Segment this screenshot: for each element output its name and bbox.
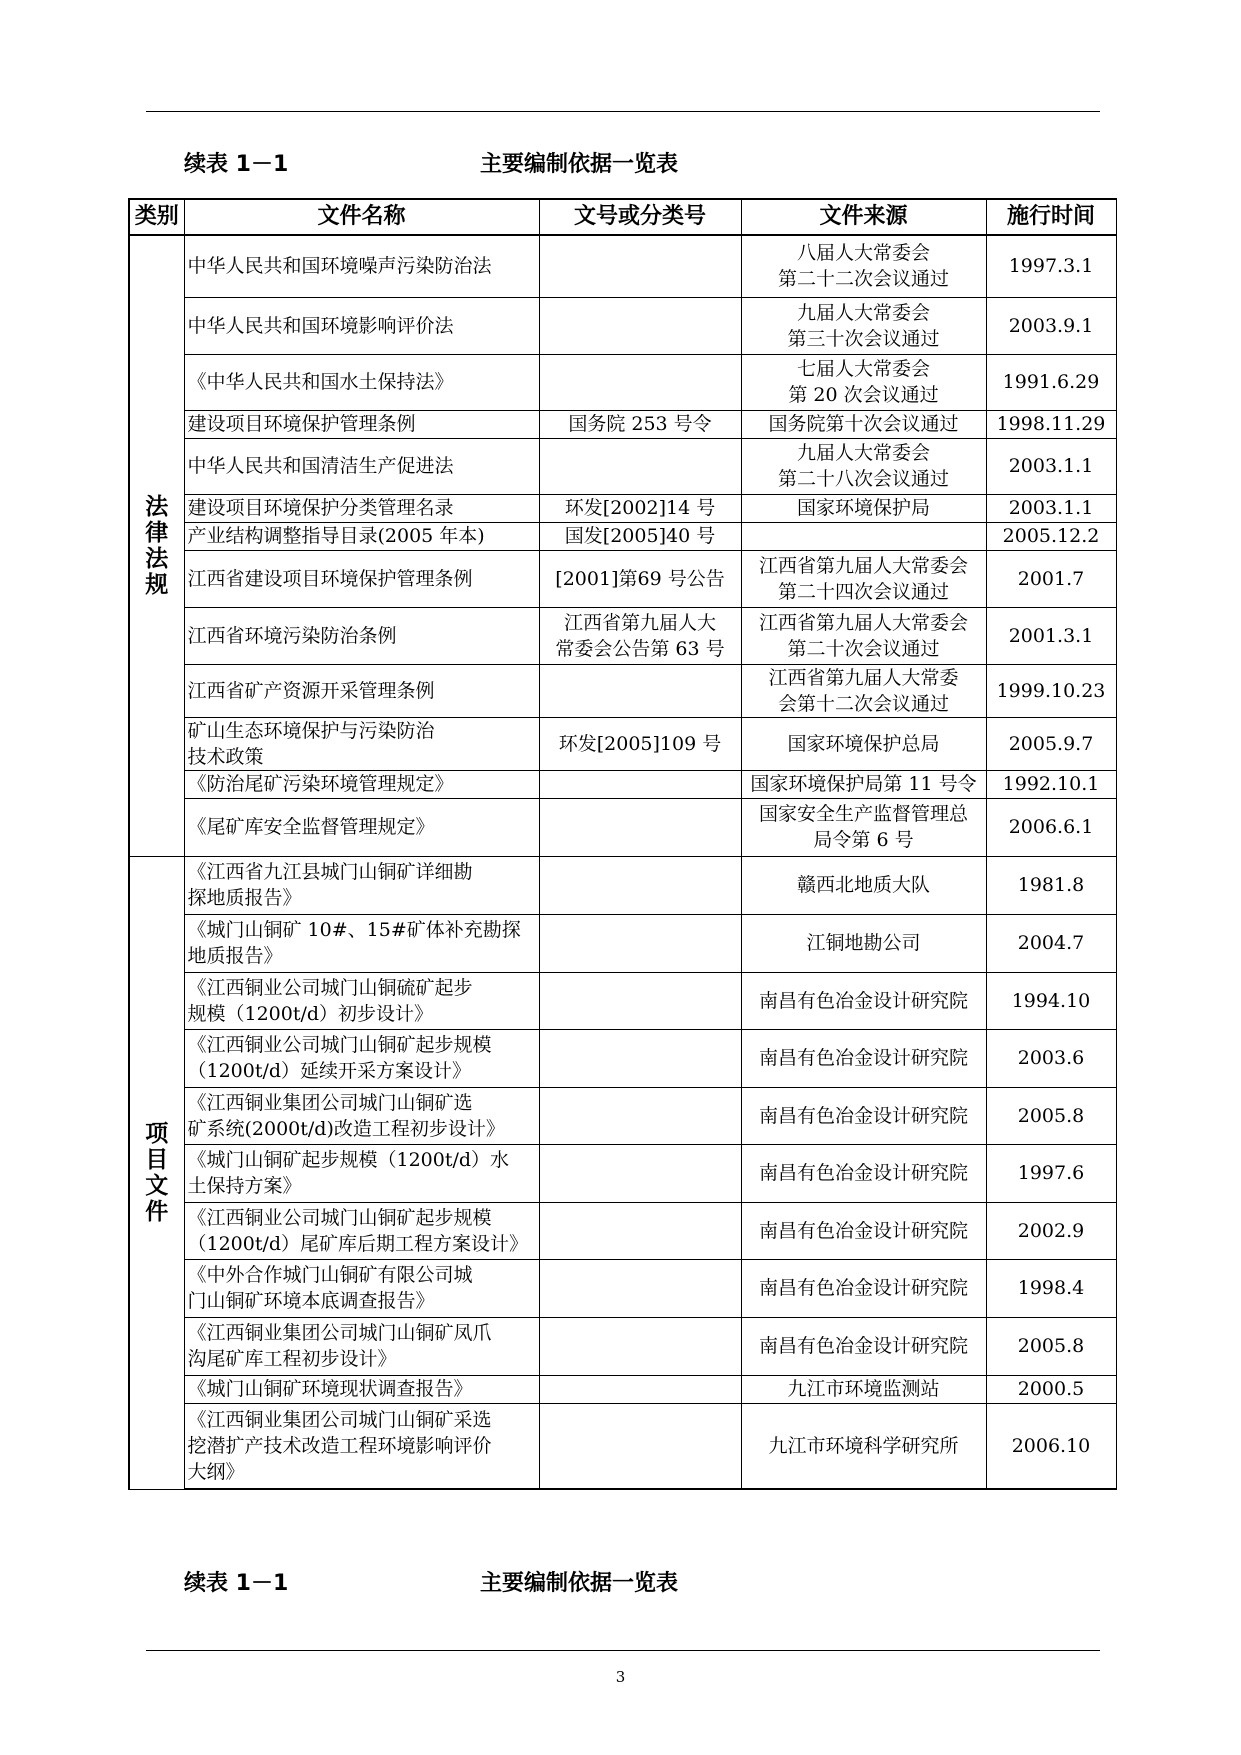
effective-date-cell: 2006.6.1 [986,798,1116,856]
file-name-cell: 江西省矿产资源开采管理条例 [184,664,539,717]
caption-title: 主要编制依据一览表 [480,1571,679,1596]
source-cell: 南昌有色冶金设计研究院 [741,1144,986,1202]
effective-date-cell: 2003.1.1 [986,494,1116,522]
file-name-cell: 建设项目环境保护管理条例 [184,410,539,438]
file-name-cell: 产业结构调整指导目录(2005 年本) [184,522,539,550]
table-row [129,914,1116,972]
file-name-cell: 中华人民共和国清洁生产促进法 [184,438,539,494]
doc-number-cell [539,914,741,972]
file-name-cell: 《中外合作城门山铜矿有限公司城 门山铜矿环境本底调查报告》 [184,1259,539,1317]
header-effective-date: 施行时间 [986,199,1116,235]
table-row [129,550,1116,607]
doc-number-cell [539,438,741,494]
doc-number-cell [539,354,741,410]
effective-date-cell: 1991.6.29 [986,354,1116,410]
doc-number-cell [539,1259,741,1317]
file-name-cell: 《江西铜业集团公司城门山铜矿选 矿系统(2000t/d)改造工程初步设计》 [184,1087,539,1144]
header-file-name: 文件名称 [184,199,539,235]
file-name-cell: 江西省环境污染防治条例 [184,607,539,664]
doc-number-cell: [2001]第69 号公告 [539,550,741,607]
effective-date-cell: 2005.8 [986,1087,1116,1144]
file-name-cell: 《防治尾矿污染环境管理规定》 [184,770,539,798]
caption-number: 续表 1－1 [184,1571,289,1596]
source-cell: 九届人大常委会 第三十次会议通过 [741,297,986,354]
table-row [129,235,1116,297]
file-name-cell: 《江西铜业公司城门山铜矿起步规模 （1200t/d）尾矿库后期工程方案设计》 [184,1202,539,1259]
effective-date-cell: 2005.9.7 [986,717,1116,770]
doc-number-cell [539,1029,741,1087]
doc-number-cell [539,235,741,297]
source-cell: 赣西北地质大队 [741,856,986,914]
table-row [129,1144,1116,1202]
effective-date-cell: 2001.7 [986,550,1116,607]
doc-number-cell [539,770,741,798]
doc-number-cell [539,664,741,717]
table-row [129,354,1116,410]
effective-date-cell: 2005.8 [986,1317,1116,1375]
doc-number-cell: 国务院 253 号令 [539,410,741,438]
effective-date-cell: 2005.12.2 [986,522,1116,550]
source-cell: 江西省第九届人大常委会 第二十次会议通过 [741,607,986,664]
table-row [129,410,1116,438]
table-caption-top [184,145,744,185]
file-name-cell: 《江西铜业公司城门山铜矿起步规模 （1200t/d）延续开采方案设计》 [184,1029,539,1087]
source-cell: 南昌有色冶金设计研究院 [741,1202,986,1259]
table-row [129,856,1116,914]
source-cell: 国家环境保护总局 [741,717,986,770]
table-row [129,1375,1116,1403]
category-cell: 项 目 文 件 [129,856,184,1489]
doc-number-cell [539,798,741,856]
table-header-row [129,199,1116,235]
effective-date-cell: 2001.3.1 [986,607,1116,664]
effective-date-cell: 1997.3.1 [986,235,1116,297]
file-name-cell: 中华人民共和国环境影响评价法 [184,297,539,354]
source-cell: 国务院第十次会议通过 [741,410,986,438]
source-cell: 南昌有色冶金设计研究院 [741,972,986,1029]
category-cell: 法 律 法 规 [129,235,184,856]
file-name-cell: 《江西铜业公司城门山铜硫矿起步 规模（1200t/d）初步设计》 [184,972,539,1029]
effective-date-cell: 2000.5 [986,1375,1116,1403]
effective-date-cell: 2003.9.1 [986,297,1116,354]
doc-number-cell [539,856,741,914]
table-row [129,1259,1116,1317]
source-cell: 七届人大常委会 第 20 次会议通过 [741,354,986,410]
doc-number-cell [539,1375,741,1403]
source-cell: 南昌有色冶金设计研究院 [741,1029,986,1087]
source-cell: 南昌有色冶金设计研究院 [741,1317,986,1375]
effective-date-cell: 2003.1.1 [986,438,1116,494]
doc-number-cell: 江西省第九届人大 常委会公告第 63 号 [539,607,741,664]
table-row [129,1317,1116,1375]
effective-date-cell: 1997.6 [986,1144,1116,1202]
effective-date-cell: 2002.9 [986,1202,1116,1259]
source-cell: 九届人大常委会 第二十八次会议通过 [741,438,986,494]
header-category: 类别 [129,199,184,235]
file-name-cell: 《江西铜业集团公司城门山铜矿凤爪 沟尾矿库工程初步设计》 [184,1317,539,1375]
table-row [129,770,1116,798]
table-row [129,972,1116,1029]
file-name-cell: 《城门山铜矿 10#、15#矿体补充勘探 地质报告》 [184,914,539,972]
source-cell: 南昌有色冶金设计研究院 [741,1087,986,1144]
table-row [129,607,1116,664]
table-row [129,522,1116,550]
file-name-cell: 《尾矿库安全监督管理规定》 [184,798,539,856]
effective-date-cell: 2006.10 [986,1403,1116,1489]
doc-number-cell: 环发[2005]109 号 [539,717,741,770]
doc-number-cell [539,1087,741,1144]
table-row [129,494,1116,522]
doc-number-cell [539,1403,741,1489]
doc-number-cell [539,1202,741,1259]
effective-date-cell: 2004.7 [986,914,1116,972]
caption-title: 主要编制依据一览表 [480,152,679,177]
doc-number-cell [539,1317,741,1375]
doc-number-cell [539,1144,741,1202]
effective-date-cell: 1994.10 [986,972,1116,1029]
effective-date-cell: 2003.6 [986,1029,1116,1087]
doc-number-cell [539,297,741,354]
header-source: 文件来源 [741,199,986,235]
footer-rule [146,1650,1100,1651]
source-cell: 江西省第九届人大常委 会第十二次会议通过 [741,664,986,717]
source-cell: 南昌有色冶金设计研究院 [741,1259,986,1317]
file-name-cell: 《江西铜业集团公司城门山铜矿采选 挖潜扩产技术改造工程环境影响评价 大纲》 [184,1403,539,1489]
file-name-cell: 《城门山铜矿环境现状调查报告》 [184,1375,539,1403]
table-row [129,297,1116,354]
file-name-cell: 《江西省九江县城门山铜矿详细勘 探地质报告》 [184,856,539,914]
header-rule [146,111,1100,112]
source-cell: 江西省第九届人大常委会 第二十四次会议通过 [741,550,986,607]
source-cell: 江铜地勘公司 [741,914,986,972]
doc-number-cell [539,972,741,1029]
file-name-cell: 中华人民共和国环境噪声污染防治法 [184,235,539,297]
file-name-cell: 江西省建设项目环境保护管理条例 [184,550,539,607]
effective-date-cell: 1981.8 [986,856,1116,914]
source-cell [741,522,986,550]
table-row [129,664,1116,717]
table-row [129,1403,1116,1489]
table-caption-bottom [184,1564,744,1604]
file-name-cell: 建设项目环境保护分类管理名录 [184,494,539,522]
source-cell: 国家环境保护局 [741,494,986,522]
basis-table [128,198,1117,1490]
table-row [129,1087,1116,1144]
effective-date-cell: 1998.4 [986,1259,1116,1317]
file-name-cell: 《中华人民共和国水土保持法》 [184,354,539,410]
table-row [129,1029,1116,1087]
caption-number: 续表 1－1 [184,152,289,177]
doc-number-cell: 环发[2002]14 号 [539,494,741,522]
table-row [129,1202,1116,1259]
table-row [129,438,1116,494]
table-row [129,798,1116,856]
effective-date-cell: 1992.10.1 [986,770,1116,798]
source-cell: 九江市环境监测站 [741,1375,986,1403]
source-cell: 国家安全生产监督管理总 局令第 6 号 [741,798,986,856]
doc-number-cell: 国发[2005]40 号 [539,522,741,550]
header-doc-number: 文号或分类号 [539,199,741,235]
source-cell: 国家环境保护局第 11 号令 [741,770,986,798]
effective-date-cell: 1998.11.29 [986,410,1116,438]
effective-date-cell: 1999.10.23 [986,664,1116,717]
source-cell: 八届人大常委会 第二十二次会议通过 [741,235,986,297]
page-number: 3 [615,1668,626,1686]
file-name-cell: 矿山生态环境保护与污染防治 技术政策 [184,717,539,770]
source-cell: 九江市环境科学研究所 [741,1403,986,1489]
file-name-cell: 《城门山铜矿起步规模（1200t/d）水 土保持方案》 [184,1144,539,1202]
table-row [129,717,1116,770]
